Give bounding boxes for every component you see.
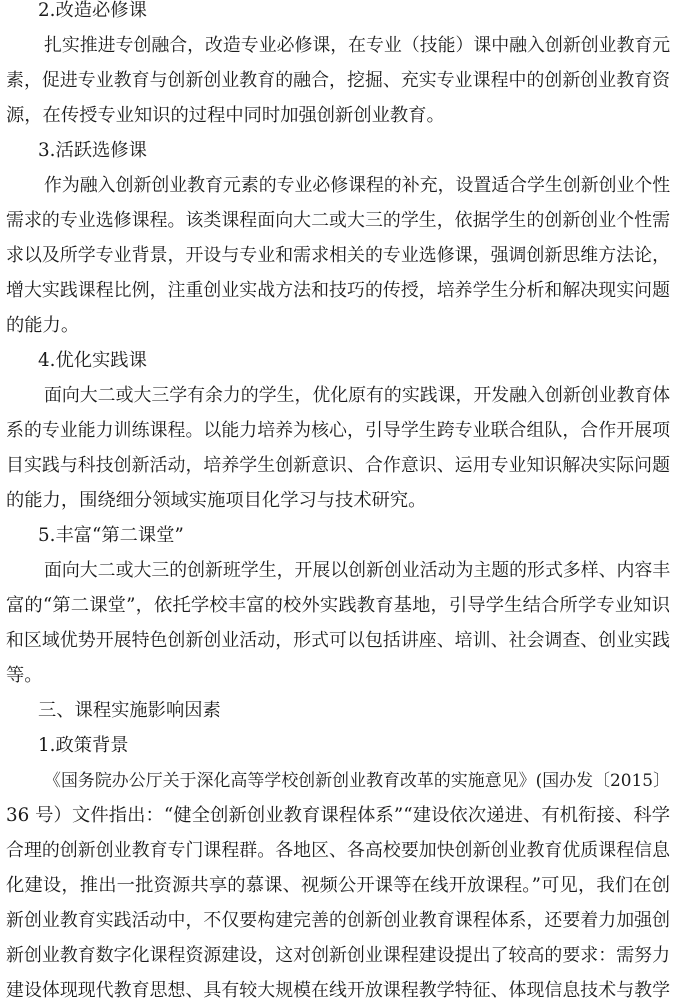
paragraph-line: 建设体现现代教育思想、具有较大规模在线开放课程教学特征、体现信息技术与教学 <box>6 980 670 1001</box>
paragraph-line: 需求的专业选修课程。该类课程面向大二或大三的学生，依据学生的创新创业个性需 <box>6 210 670 231</box>
section-heading: 1.政策背景 <box>38 735 129 756</box>
paragraph-line: 化建设，推出一批资源共享的慕课、视频公开课等在线开放课程。”可见，我们在创 <box>6 875 670 896</box>
paragraph-line: 新创业教育数字化课程资源建设，这对创新创业课程建设提出了较高的要求：需努力 <box>6 945 670 966</box>
paragraph-line: 目实践与科技创新活动，培养学生创新意识、合作意识、运用专业知识解决实际问题 <box>6 455 670 476</box>
section-heading: 2.改造必修课 <box>38 0 147 21</box>
section-heading: 4.优化实践课 <box>38 350 147 371</box>
paragraph-line: 素，促进专业教育与创新创业教育的融合，挖掘、充实专业课程中的创新创业教育资 <box>6 70 670 91</box>
paragraph-line: 富的“第二课堂”，依托学校丰富的校外实践教育基地，引导学生结合所学专业知识 <box>6 595 670 616</box>
paragraph-line: 的能力，围绕细分领域实施项目化学习与技术研究。 <box>6 490 427 511</box>
paragraph-line: 新创业教育实践活动中，不仅要构建完善的创新创业教育课程体系，还要着力加强创 <box>6 910 670 931</box>
paragraph-line: 增大实践课程比例，注重创业实战方法和技巧的传授，培养学生分析和解决现实问题 <box>6 280 670 301</box>
document-page <box>6 0 670 1008</box>
paragraph-line: 36 号）文件指出：“健全创新创业教育课程体系”“建设依次递进、有机衔接、科学 <box>6 805 670 826</box>
paragraph-line: 合理的创新创业教育专门课程群。各地区、各高校要加快创新创业教育优质课程信息 <box>6 840 670 861</box>
paragraph-line: 求以及所学专业背景，开设与专业和需求相关的专业选修课，强调创新思维方法论， <box>6 245 670 266</box>
section-heading: 三、课程实施影响因素 <box>38 700 221 721</box>
paragraph-line: 面向大二或大三学有余力的学生，优化原有的实践课，开发融入创新创业教育体 <box>44 385 671 406</box>
section-heading: 3.活跃选修课 <box>38 140 147 161</box>
paragraph-line: 系的专业能力训练课程。以能力培养为核心，引导学生跨专业联合组队，合作开展项 <box>6 420 670 441</box>
paragraph-line: 扎实推进专创融合，改造专业必修课，在专业（技能）课中融入创新创业教育元 <box>44 35 671 56</box>
paragraph-line: 作为融入创新创业教育元素的专业必修课程的补充，设置适合学生创新创业个性 <box>44 175 671 196</box>
paragraph-line: 和区域优势开展特色创新创业活动，形式可以包括讲座、培训、社会调查、创业实践 <box>6 630 670 651</box>
paragraph-line: 面向大二或大三的创新班学生，开展以创新创业活动为主题的形式多样、内容丰 <box>44 560 671 581</box>
paragraph-line: 的能力。 <box>6 315 80 336</box>
paragraph-line: 《国务院办公厅关于深化高等学校创新创业教育改革的实施意见》(国办发〔2015〕 <box>44 770 670 790</box>
section-heading: 5.丰富“第二课堂” <box>38 525 184 546</box>
paragraph-line: 源，在传授专业知识的过程中同时加强创新创业教育。 <box>6 105 445 126</box>
paragraph-line: 等。 <box>6 665 43 686</box>
